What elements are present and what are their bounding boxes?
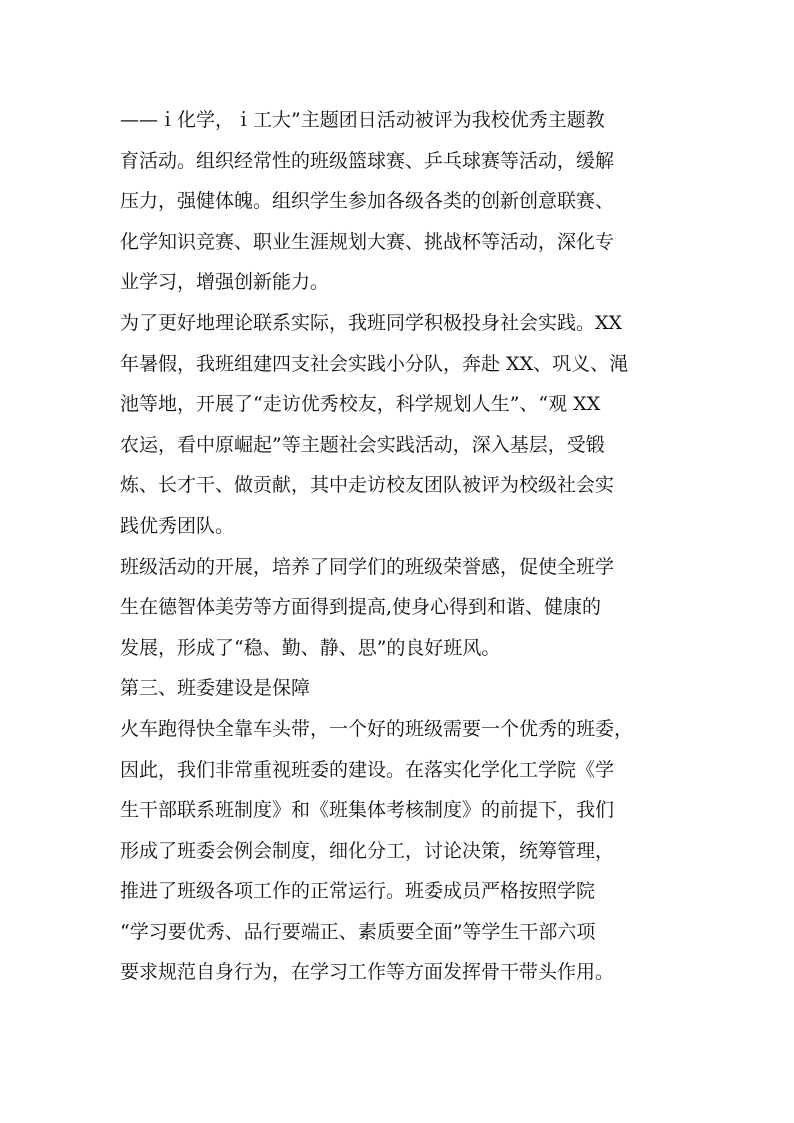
text-line: 育活动。组织经常性的班级篮球赛、乒乓球赛等活动，缓解 [120, 149, 615, 172]
section-heading: 第三、班委建设是保障 [120, 677, 311, 700]
text-line: 推进了班级各项工作的正常运行。班委成员严格按照学院 [120, 880, 596, 903]
text-line: 生干部联系班制度》和《班集体考核制度》的前提下，我们 [120, 799, 615, 822]
text-line: 压力，强健体魄。组织学生参加各级各类的创新创意联赛、 [120, 190, 615, 213]
text-line: 业学习，增强创新能力。 [120, 271, 330, 294]
document-body [120, 100, 690, 993]
text-line: 为了更好地理论联系实际，我班同学积极投身社会实践。XX [120, 311, 623, 334]
text-line: 因此，我们非常重视班委的建设。在落实化学化工学院《学 [120, 758, 615, 781]
text-line: 火车跑得快全靠车头带，一个好的班级需要一个优秀的班委， [120, 717, 634, 740]
text-line: 发展，形成了“稳、勤、静、思”的良好班风。 [120, 636, 501, 659]
text-line: 生在德智体美劳等方面得到提高,使身心得到和谐、健康的 [120, 596, 602, 619]
text-line: 践优秀团队。 [120, 514, 235, 537]
text-line: 班级活动的开展，培养了同学们的班级荣誉感，促使全班学 [120, 555, 615, 578]
text-line: “学习要优秀、品行要端正、素质要全面”等学生干部六项 [120, 920, 596, 943]
text-line: 农运，看中原崛起”等主题社会实践活动，深入基层，受锻 [120, 433, 605, 456]
text-line: 要求规范自身行为，在学习工作等方面发挥骨干带头作用。 [120, 961, 615, 984]
text-line: 形成了班委会例会制度，细化分工，讨论决策，统筹管理， [120, 839, 615, 862]
text-line: 池等地，开展了“走访优秀校友，科学规划人生”、“观 XX [120, 393, 601, 416]
text-line: ——ｉ化学，ｉ工大”主题团日活动被评为我校优秀主题教 [120, 109, 605, 131]
text-line: 化学知识竞赛、职业生涯规划大赛、挑战杯等活动，深化专 [120, 230, 615, 253]
text-line: 炼、长才干、做贡献，其中走访校友团队被评为校级社会实 [120, 474, 615, 497]
text-line: 年暑假，我班组建四支社会实践小分队，奔赴 XX、巩义、渑 [120, 352, 629, 375]
